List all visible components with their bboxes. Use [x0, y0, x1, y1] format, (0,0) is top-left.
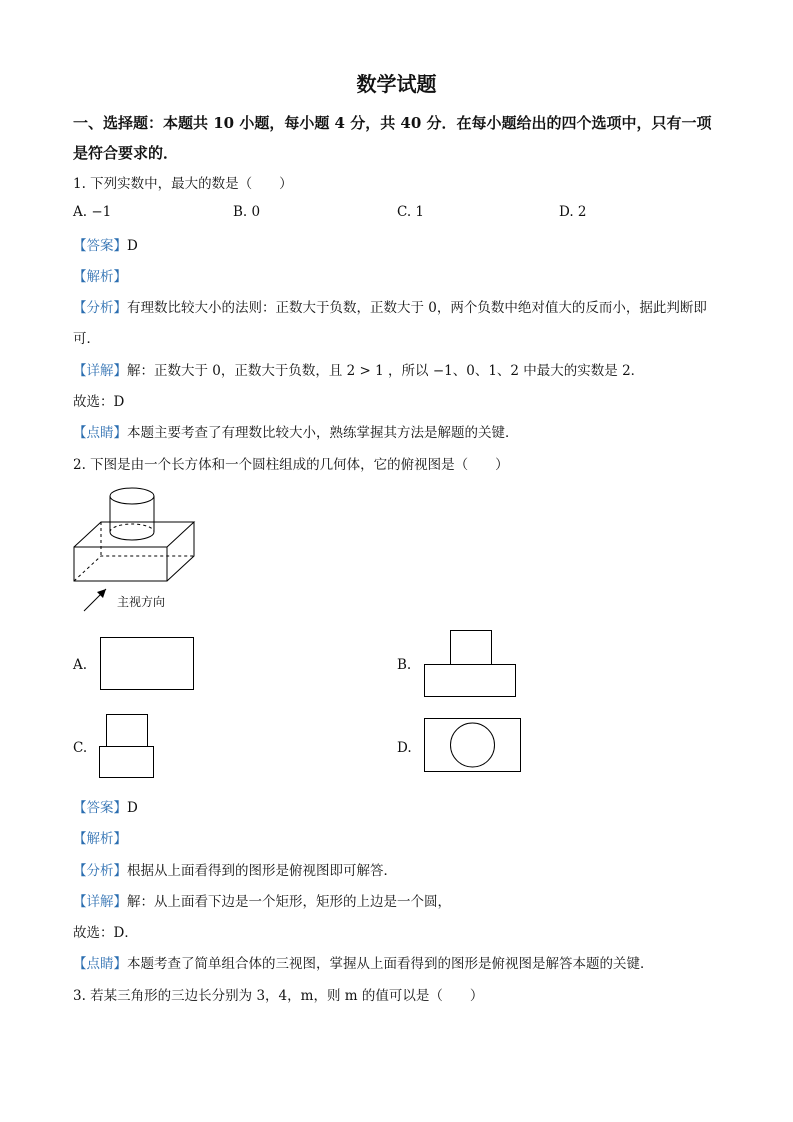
q2-option-c-figure	[99, 714, 156, 780]
q1-comment	[73, 421, 519, 441]
q2-option-b-figure	[424, 630, 518, 698]
q1-detail-text: 解：正数大于 0，正数大于负数，且 2 > 1 ，所以 −1、0、1、2 中最大的实数是 2．	[127, 363, 645, 379]
q2-choose: 故选：D．	[73, 925, 138, 941]
cylinder-top	[110, 488, 154, 504]
box-right-face	[167, 522, 194, 581]
q1-option-b: B. 0	[233, 204, 261, 220]
q2-comment-tag: 【点睛】	[73, 956, 127, 972]
q1-comment-text: 本题主要考查了有理数比较大小，熟练掌握其方法是解题的关键．	[127, 425, 519, 441]
q2-comment	[73, 952, 654, 972]
box-hidden-edges	[74, 556, 194, 581]
box-front-face	[74, 547, 167, 581]
q2-label-a: A.	[73, 657, 88, 673]
q2-fenxi-text: 根据从上面看得到的图形是俯视图即可解答．	[127, 863, 397, 879]
q1-option-d: D. 2	[559, 204, 587, 220]
q1-stem: 1. 下列实数中，最大的数是（ ）	[73, 176, 293, 192]
q2-answer-value: D	[127, 800, 138, 816]
q3-stem: 3. 若某三角形的三边长分别为 3，4，m，则 m 的值可以是（ ）	[73, 988, 484, 1004]
q1-analysis-tag: 【解析】	[73, 269, 127, 285]
q1-detail	[73, 359, 644, 379]
q2-comment-text: 本题考查了简单组合体的三视图，掌握从上面看得到的图形是俯视图是解答本题的关键．	[127, 956, 654, 972]
q1-detail-tag: 【详解】	[73, 363, 127, 379]
q2-detail-text: 解：从上面看下边是一个矩形，矩形的上边是一个圆，	[127, 894, 451, 910]
q1-option-a: A. −1	[73, 204, 112, 220]
q2-fenxi-tag: 【分析】	[73, 863, 127, 879]
section-header: 一、选择题：本题共 10 小题，每小题 4 分，共 40 分．在每小题给出的四个选项中，只有一项是符合要求的．	[73, 114, 712, 162]
q1-option-c: C. 1	[397, 204, 425, 220]
q2-label-b: B.	[397, 657, 412, 673]
q2-figure-caption: 主视方向	[117, 595, 166, 609]
q2-stem: 2. 下图是由一个长方体和一个圆柱组成的几何体，它的俯视图是（ ）	[73, 457, 509, 473]
q2-answer-tag: 【答案】	[73, 800, 127, 816]
q2-option-d-figure	[424, 718, 522, 774]
q2-detail	[73, 890, 451, 910]
q2-option-a-figure	[100, 637, 195, 691]
q2-fenxi	[73, 859, 397, 879]
q2-detail-tag: 【详解】	[73, 894, 127, 910]
cylinder-bottom-back	[110, 524, 154, 532]
q1-answer	[73, 234, 138, 254]
q2-label-c: C.	[73, 740, 88, 756]
q2-analysis-tag: 【解析】	[73, 831, 127, 847]
cylinder-bottom-front	[110, 532, 154, 540]
q1-choose: 故选：D	[73, 394, 125, 410]
q1-fenxi	[73, 296, 707, 316]
page-title: 数学试题	[356, 72, 437, 96]
q2-label-d: D.	[397, 740, 412, 756]
box-top-face	[74, 522, 194, 547]
q1-answer-tag: 【答案】	[73, 238, 127, 254]
q2-answer	[73, 796, 138, 816]
q1-answer-value: D	[127, 238, 138, 254]
q1-fenxi-tag: 【分析】	[73, 300, 127, 316]
q1-comment-tag: 【点睛】	[73, 425, 127, 441]
q1-fenxi-line2: 可．	[73, 331, 100, 347]
q1-fenxi-text: 有理数比较大小的法则：正数大于负数，正数大于 0，两个负数中绝对值大的反而小，据此判断即	[127, 300, 707, 316]
